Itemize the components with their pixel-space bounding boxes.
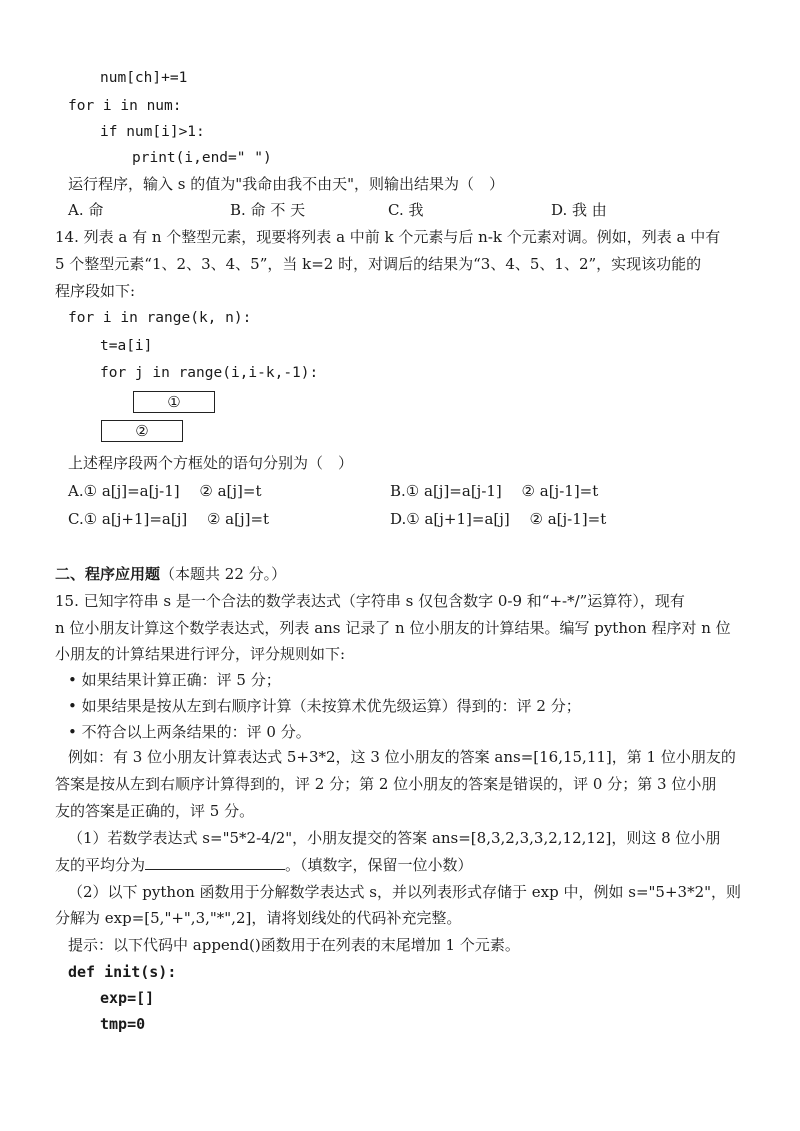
q15-para-line-1: 15. 已知字符串 s 是一个合法的数学表达式（字符串 s 仅包含数字 0-9 和“+-*/”运算符），现有 bbox=[55, 592, 685, 610]
q13-option-a: A. 命 bbox=[68, 201, 104, 219]
q15-sub1-suffix: 。（填数字，保留一位小数） bbox=[285, 856, 473, 874]
q15-sub1-line-2 bbox=[55, 853, 473, 876]
q14-option-c: C.① a[j+1]=a[j] ② a[j]=t bbox=[68, 510, 270, 528]
q15-rule-3: • 不符合以上两条结果的：评 0 分。 bbox=[68, 723, 311, 741]
q15-rule-2: • 如果结果是按从左到右顺序计算（未按算术优先级运算）得到的：评 2 分； bbox=[68, 697, 581, 715]
q15-para-line-2: n 位小朋友计算这个数学表达式，列表 ans 记录了 n 位小朋友的计算结果。编写 python 程序对 n 位 bbox=[55, 619, 731, 637]
section-2-heading bbox=[55, 563, 286, 585]
q13-option-b: B. 命 不 天 bbox=[230, 201, 306, 219]
q15-sub2-line-1: （2）以下 python 函数用于分解数学表达式 s，并以列表形式存储于 exp 中，例如 s="5+3*2"，则 bbox=[68, 883, 742, 901]
q14-stem-line-3: 程序段如下: bbox=[55, 282, 136, 300]
q14-option-d: D.① a[j+1]=a[j] ② a[j-1]=t bbox=[390, 510, 607, 528]
q13-stem: 运行程序，输入 s 的值为"我命由我不由天"，则输出结果为（ ） bbox=[68, 175, 505, 193]
q14-stem-line-1: 14. 列表 a 有 n 个整型元素，现要将列表 a 中前 k 个元素与后 n-k 个元素对调。例如，列表 a 中有 bbox=[55, 228, 721, 246]
q14-option-a: A.① a[j]=a[j-1] ② a[j]=t bbox=[68, 482, 262, 500]
q13-option-c: C. 我 bbox=[388, 201, 424, 219]
q15-example-line-1: 例如：有 3 位小朋友计算表达式 5+3*2，这 3 位小朋友的答案 ans=[16,15,11]，第 1 位小朋友的 bbox=[68, 748, 736, 766]
section-2-note: （本题共 22 分。） bbox=[160, 565, 287, 583]
q13-code-line-4: print(i,end=" ") bbox=[132, 150, 272, 166]
q15-sub1-line-1: （1）若数学表达式 s="5*2-4/2"，小朋友提交的答案 ans=[8,3,2,3,3,2,12,12]，则这 8 位小朋 bbox=[68, 829, 721, 847]
q15-example-line-2: 答案是按从左到右顺序计算得到的，评 2 分；第 2 位小朋友的答案是错误的，评 0 分；第 3 位小朋 bbox=[55, 775, 717, 793]
q13-code-line-2: for i in num: bbox=[68, 98, 182, 114]
q15-sub2-line-2: 分解为 exp=[5,"+",3,"*",2]，请将划线处的代码补充完整。 bbox=[55, 909, 462, 927]
answer-box-2: ② bbox=[101, 420, 183, 442]
q15-code-line-1: def init(s): bbox=[68, 963, 177, 981]
q14-stem-line-2: 5 个整型元素“1、2、3、4、5”，当 k=2 时，对调后的结果为“3、4、5、1、2”，实现该功能的 bbox=[55, 255, 702, 273]
section-2-title: 二、程序应用题 bbox=[55, 565, 161, 583]
average-score-blank[interactable] bbox=[145, 853, 285, 870]
q15-example-line-3: 友的答案是正确的，评 5 分。 bbox=[55, 802, 255, 820]
q15-para-line-3: 小朋友的计算结果进行评分，评分规则如下: bbox=[55, 645, 346, 663]
q15-hint: 提示：以下代码中 append()函数用于在列表的末尾增加 1 个元素。 bbox=[68, 936, 520, 954]
q13-code-line-3: if num[i]>1: bbox=[100, 124, 205, 140]
q15-code-line-2: exp=[] bbox=[100, 989, 155, 1007]
q14-prompt: 上述程序段两个方框处的语句分别为（ ） bbox=[68, 454, 354, 472]
answer-box-1: ① bbox=[133, 391, 215, 413]
q15-code-line-3: tmp=0 bbox=[100, 1015, 146, 1033]
q15-sub1-prefix: 友的平均分为 bbox=[55, 856, 146, 874]
q14-code-line-2: t=a[i] bbox=[100, 338, 153, 354]
q13-code-line-1: num[ch]+=1 bbox=[100, 70, 188, 86]
q15-rule-1: • 如果结果计算正确：评 5 分； bbox=[68, 671, 281, 689]
q13-option-d: D. 我 由 bbox=[551, 201, 607, 219]
q14-option-b: B.① a[j]=a[j-1] ② a[j-1]=t bbox=[390, 482, 599, 500]
q14-code-line-1: for i in range(k, n): bbox=[68, 310, 252, 326]
q14-code-line-3: for j in range(i,i-k,-1): bbox=[100, 365, 319, 381]
